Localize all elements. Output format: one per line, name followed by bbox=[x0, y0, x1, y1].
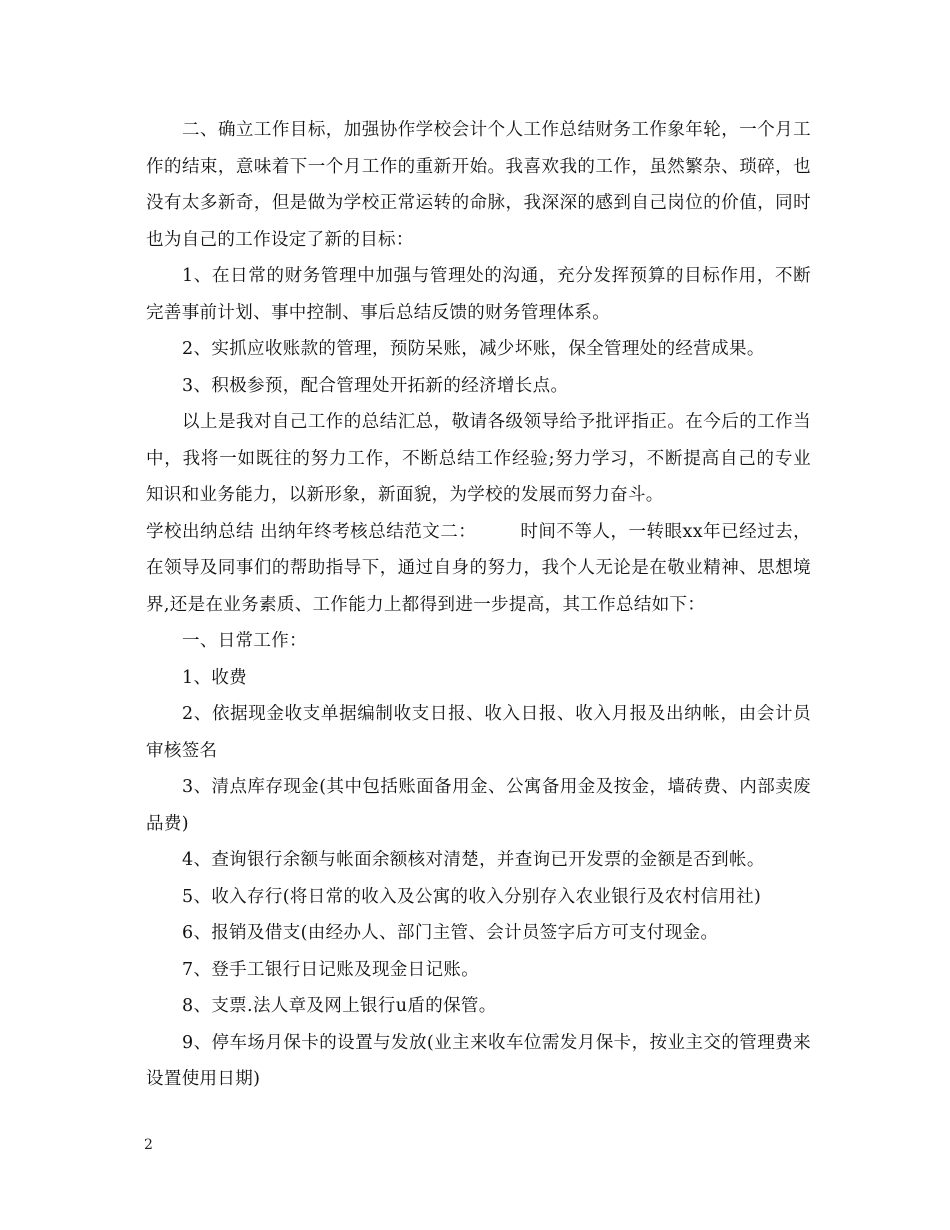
section-lead-title: 学校出纳总结 出纳年终考核总结范文二： bbox=[146, 521, 477, 542]
daily-item-9: 9、停车场月保卡的设置与发放(业主来收车位需发月保卡，按业主交的管理费来设置使用日期) bbox=[146, 1032, 811, 1089]
daily-item-2: 2、依据现金收支单据编制收支日报、收入日报、收入月报及出纳帐，由会计员审核签名 bbox=[146, 704, 811, 761]
section-lead-text: 时间不等人，一转眼xx年已经过去，在领导及同事们的帮助指导下，通过自身的努力，我个人无论是在敬业精神、思想境界,还是在业务素质、工作能力上都得到进一步提高，其工作总结如下： bbox=[146, 521, 811, 615]
list-item-3: 3、积极参预，配合管理处开拓新的经济增长点。 bbox=[182, 375, 569, 396]
page-number: 2 bbox=[144, 1137, 153, 1153]
list-item-2: 2、实抓应收账款的管理，预防呆账，减少坏账，保全管理处的经营成果。 bbox=[182, 339, 765, 359]
daily-item-6: 6、报销及借支(由经办人、部门主管、会计员签字后方可支付现金。 bbox=[182, 923, 719, 943]
daily-item-1: 1、收费 bbox=[182, 667, 248, 688]
paragraph-summary: 以上是我对自己工作的总结汇总，敬请各级领导给予批评指正。在今后的工作当中，我将一如既往的努力工作，不断总结工作经验;努力学习，不断提高自己的专业知识和业务能力，以新形象，新面貌，为学校的发展而努力奋斗。 bbox=[146, 412, 811, 505]
daily-item-4: 4、查询银行余额与帐面余额核对清楚，并查询已开发票的金额是否到帐。 bbox=[182, 850, 765, 870]
paragraph-work-goals: 二、确立工作目标，加强协作学校会计个人工作总结财务工作象年轮，一个月工作的结束，意味着下一个月工作的重新开始。我喜欢我的工作，虽然繁杂、琐碎，也没有太多新奇，但是做为学校正常运转的命脉，我深深的感到自己岗位的价值，同时也为自己的工作设定了新的目标： bbox=[146, 120, 811, 250]
daily-item-8: 8、支票.法人章及网上银行u盾的保管。 bbox=[182, 996, 497, 1016]
paragraph-cashier-summary bbox=[146, 514, 811, 624]
section-heading-daily-work: 一、日常工作： bbox=[182, 631, 307, 651]
document-body bbox=[146, 112, 811, 1098]
daily-item-3: 3、清点库存现金(其中包括账面备用金、公寓备用金及按金，墙砖费、内部卖废品费) bbox=[146, 777, 811, 834]
daily-item-5: 5、收入存行(将日常的收入及公寓的收入分别存入农业银行及农村信用社) bbox=[182, 886, 762, 907]
daily-item-7: 7、登手工银行日记账及现金日记账。 bbox=[182, 959, 480, 980]
list-item-1: 1、在日常的财务管理中加强与管理处的沟通，充分发挥预算的目标作用，不断完善事前计划、事中控制、事后总结反馈的财务管理体系。 bbox=[146, 266, 811, 323]
